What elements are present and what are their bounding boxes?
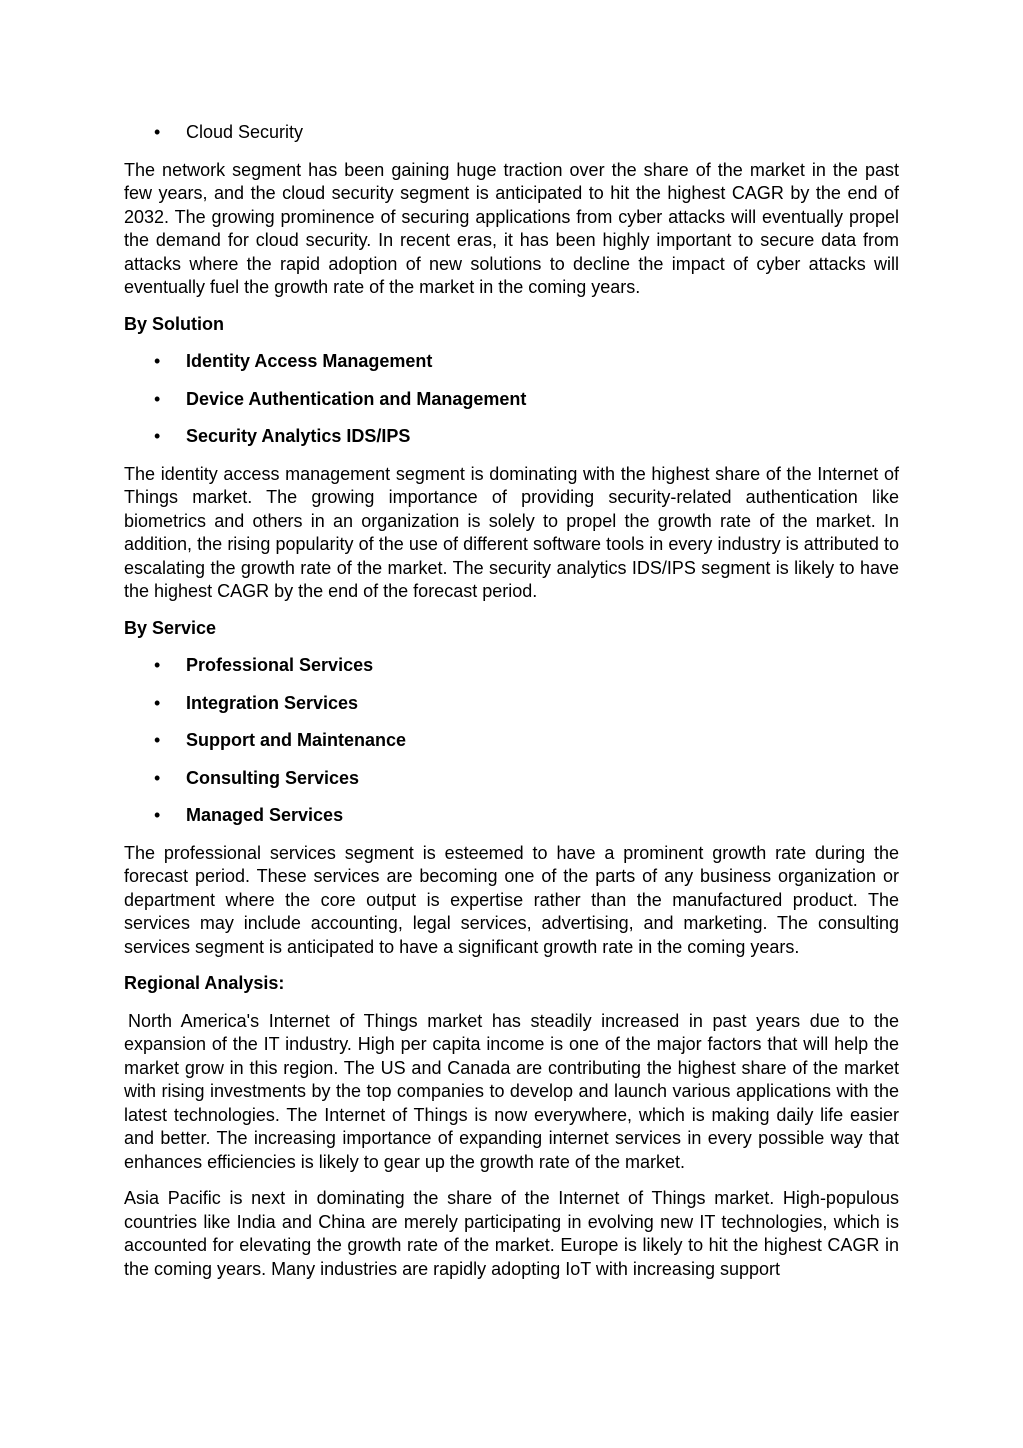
list-item [124, 350, 899, 374]
list-item [124, 425, 899, 449]
list-item-text: Professional Services [186, 655, 374, 675]
paragraph-professional: The professional services segment is esteemed to have a prominent growth rate during the forecast period. These services are becoming one of the parts of any business organization or department where the core output is expertise rather than the manufactured product. The services may include accounting, legal services, advertising, and marketing. The consulting services segment is anticipated to have a significant growth rate in the coming years. [124, 842, 899, 957]
bullet-icon: • [154, 730, 161, 750]
bullet-icon: • [154, 805, 161, 825]
list-item-text: Identity Access Management [186, 351, 433, 371]
paragraph-north-america [124, 1010, 899, 1175]
cloud-list [124, 121, 899, 145]
paragraph-network: The network segment has been gaining huge traction over the share of the market in the past few years, and the cloud security segment is anticipated to hit the highest CAGR by the end of 2032. The growing prominence of securing applications from cyber attacks will eventually propel the demand for cloud security. In recent eras, it has been highly important to secure data from attacks where the rapid adoption of new solutions to decline the impact of cyber attacks will eventually fuel the growth rate of the market in the coming years. [124, 159, 899, 297]
solution-list [124, 350, 899, 449]
paragraph-text: North America's Internet of Things market has steadily increased in past years due to the expansion of the IT industry. High per capita income is one of the major factors that will help the market grow in this region. The US and Canada are contributing the highest share of the market with rising investments by the top companies to develop and launch various applications with the latest technologies. The Internet of Things is now everywhere, which is making daily life easier and better. The increasing importance of expanding internet services in every possible way that enhances efficiencies is likely to gear up the growth rate of the market. [124, 1010, 899, 1172]
paragraph-identity: The identity access management segment is dominating with the highest share of the Internet of Things market. The growing importance of providing security-related authentication like biometrics and others in an organization is solely to propel the growth rate of the market. In addition, the rising popularity of the use of different software tools in every industry is attributed to escalating the growth rate of the market. The security analytics IDS/IPS segment is likely to have the highest CAGR by the end of the forecast period. [124, 463, 899, 601]
bullet-icon: • [154, 655, 161, 675]
list-item-text: Support and Maintenance [186, 730, 407, 750]
list-item [124, 692, 899, 716]
heading-regional-analysis: Regional Analysis: [124, 973, 285, 993]
bullet-icon: • [154, 767, 161, 788]
heading-by-solution: By Solution [124, 313, 224, 334]
bullet-icon: • [154, 426, 161, 446]
bullet-icon: • [154, 351, 161, 371]
list-item [124, 388, 899, 412]
bullet-icon: • [154, 692, 161, 713]
list-item-text: Security Analytics IDS/IPS [186, 426, 411, 446]
list-item [124, 121, 899, 145]
list-item-text: Device Authentication and Management [186, 388, 527, 409]
bullet-icon: • [154, 388, 161, 409]
service-list [124, 654, 899, 828]
list-item [124, 767, 899, 791]
list-item-text: Managed Services [186, 805, 344, 825]
heading-by-service: By Service [124, 617, 217, 638]
list-item-text: Consulting Services [186, 767, 360, 788]
bullet-icon: • [154, 122, 161, 142]
paragraph-asia-pacific: Asia Pacific is next in dominating the share of the Internet of Things market. High-populous countries like India and China are merely participating in evolving new IT technologies, which is accounted for elevating the growth rate of the market. Europe is likely to hit the highest CAGR in the coming years. Many industries are rapidly adopting IoT with increasing support [124, 1188, 899, 1279]
document-page [124, 121, 899, 1294]
list-item-text: Integration Services [186, 692, 359, 713]
list-item [124, 729, 899, 753]
list-item-text: Cloud Security [186, 122, 304, 142]
list-item [124, 654, 899, 678]
list-item [124, 804, 899, 828]
